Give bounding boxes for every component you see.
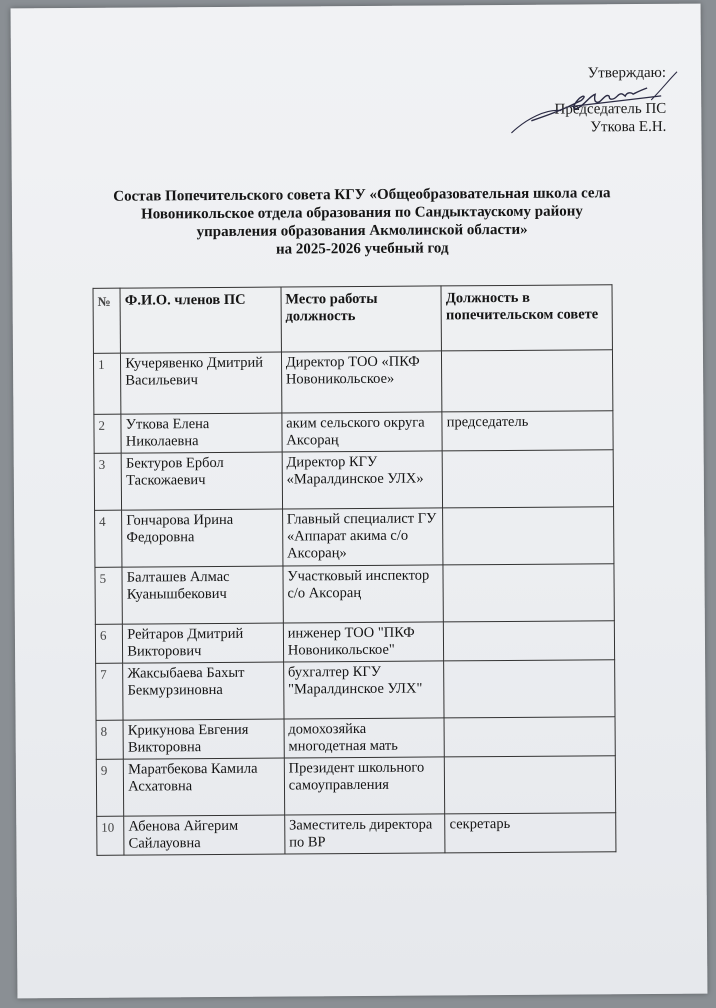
row-work: Участковый инспектор с/о Аксораң (283, 565, 444, 623)
header-role: Должность в попечительском совете (441, 285, 612, 351)
document-title (72, 184, 652, 260)
row-role (444, 717, 615, 757)
row-number: 5 (95, 567, 123, 624)
row-work: инженер ТОО "ПКФ Новоникольское" (283, 622, 444, 662)
header-name: Ф.И.О. членов ПС (120, 287, 281, 353)
title-line-1: Состав Попечительского совета КГУ «Общеобразовательная школа села (113, 185, 611, 205)
table-row (93, 350, 612, 415)
row-work: Директор ТОО «ПКФ Новоникольское» (281, 351, 442, 413)
row-name: Балташев Алмас Куанышбекович (122, 566, 283, 624)
table-row (97, 813, 616, 856)
table-row (95, 564, 614, 625)
row-name: Бектуров Ербол Таскожаевич (121, 452, 282, 510)
handwritten-signature (501, 70, 681, 141)
table-row (96, 717, 615, 760)
row-work: Заместитель директора по ВР (284, 814, 445, 854)
table-header-row (93, 285, 612, 354)
table-row (94, 450, 613, 511)
row-work: аким сельского округа Аксораң (282, 412, 443, 452)
row-role (443, 507, 614, 565)
row-role (444, 621, 615, 661)
row-name: Уткова Елена Николаевна (121, 413, 282, 453)
table-row (95, 507, 614, 568)
title-line-4: на 2025-2026 учебный год (275, 240, 449, 258)
row-work: Главный специалист ГУ «Аппарат акима с/о Аксораң» (282, 508, 443, 566)
row-number: 1 (93, 353, 121, 414)
row-number: 4 (95, 510, 123, 567)
row-number: 9 (96, 759, 124, 816)
row-role: секретарь (445, 813, 616, 853)
row-role: председатель (442, 411, 613, 451)
row-name: Крикунова Евгения Викторовна (123, 719, 284, 759)
row-name: Кучерявенко Дмитрий Васильевич (121, 352, 282, 414)
row-work: Президент школьного самоуправления (284, 757, 445, 815)
row-role (444, 660, 615, 718)
row-role (445, 756, 616, 814)
row-work: бухгалтер КГУ "Маралдинское УЛХ" (283, 661, 444, 719)
row-number: 7 (96, 663, 124, 720)
row-number: 6 (95, 624, 123, 663)
row-name: Жаксыбаева Бахыт Бекмурзиновна (123, 662, 284, 720)
row-work: домохозяйка многодетная мать (284, 718, 445, 758)
row-role (443, 564, 614, 622)
row-role (442, 450, 613, 508)
title-line-2: Новоникольское отдела образования по Сандыктаускому району (141, 203, 583, 223)
row-number: 3 (94, 453, 122, 510)
row-name: Маратбекова Камила Асхатовна (124, 758, 285, 816)
table-row (96, 756, 615, 817)
row-number: 8 (96, 720, 124, 759)
table-row (95, 621, 614, 664)
approval-name: Уткова Е.Н. (590, 118, 667, 136)
row-number: 10 (97, 816, 125, 855)
members-table (93, 284, 617, 856)
table-row (94, 411, 613, 454)
header-number: № (93, 288, 121, 353)
row-number: 2 (94, 414, 122, 453)
header-work: Место работы должность (281, 286, 442, 352)
row-name: Абенова Айгерим Сайлауовна (124, 815, 285, 855)
title-line-3: управления образования Акмолинской области» (196, 221, 528, 241)
approval-label: Утверждаю: (587, 64, 667, 82)
row-role (442, 350, 613, 412)
table-row (96, 660, 615, 721)
approval-position: Председатель ПС (554, 100, 667, 118)
document-sheet (11, 4, 708, 999)
row-work: Директор КГУ «Маралдинское УЛХ» (282, 451, 443, 509)
row-name: Рейтаров Дмитрий Викторович (123, 623, 284, 663)
row-name: Гончарова Ирина Федоровна (122, 509, 283, 567)
